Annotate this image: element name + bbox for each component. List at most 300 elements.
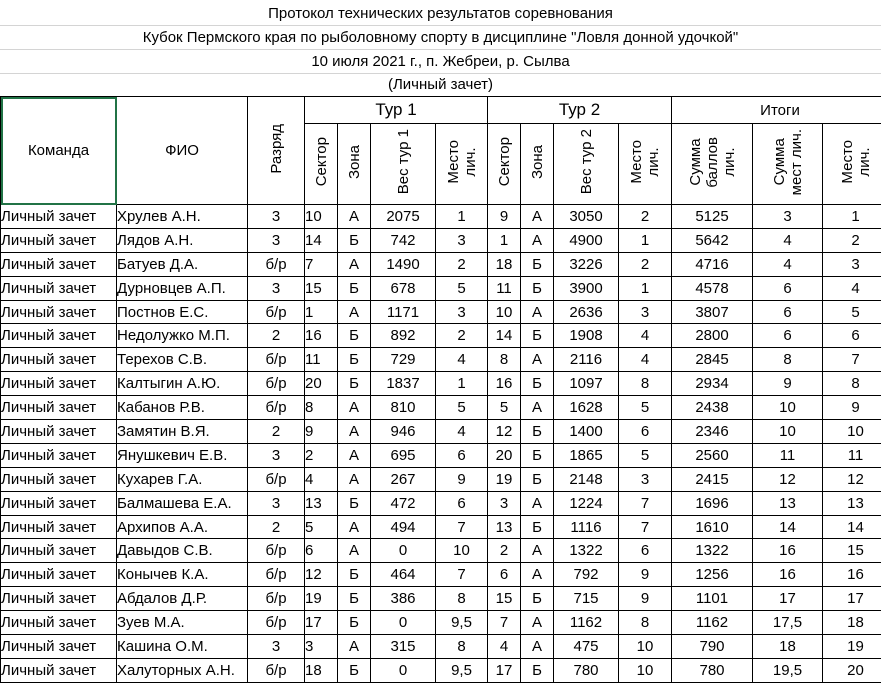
cell-team[interactable]: Личный зачет (1, 611, 117, 635)
header-zone-2[interactable]: Зона (521, 124, 554, 205)
cell-rank[interactable]: 3 (248, 205, 305, 229)
cell-sector-2[interactable]: 4 (488, 635, 521, 659)
cell-rank[interactable]: б/р (248, 372, 305, 396)
cell-team[interactable]: Личный зачет (1, 515, 117, 539)
cell-fio[interactable]: Конычев К.А. (117, 563, 248, 587)
cell-rank[interactable]: 3 (248, 443, 305, 467)
cell-sum-weight[interactable]: 3807 (672, 300, 753, 324)
header-weight-1[interactable]: Вес тур 1 (371, 124, 436, 205)
cell-sum-places[interactable]: 16 (753, 563, 823, 587)
cell-fio[interactable]: Хрулев А.Н. (117, 205, 248, 229)
cell-place-2[interactable]: 7 (619, 515, 672, 539)
cell-place-2[interactable]: 10 (619, 635, 672, 659)
cell-weight-1[interactable]: 810 (371, 396, 436, 420)
cell-final-place[interactable]: 2 (823, 228, 881, 252)
cell-weight-2[interactable]: 1865 (554, 443, 619, 467)
cell-sector-1[interactable]: 5 (305, 515, 338, 539)
cell-sum-weight[interactable]: 1696 (672, 491, 753, 515)
cell-zone-2[interactable]: А (521, 205, 554, 229)
cell-place-2[interactable]: 2 (619, 252, 672, 276)
cell-weight-2[interactable]: 1097 (554, 372, 619, 396)
cell-zone-1[interactable]: А (338, 396, 371, 420)
cell-weight-2[interactable]: 1322 (554, 539, 619, 563)
cell-team[interactable]: Личный зачет (1, 491, 117, 515)
cell-zone-1[interactable]: Б (338, 491, 371, 515)
cell-weight-2[interactable]: 475 (554, 635, 619, 659)
cell-sector-2[interactable]: 10 (488, 300, 521, 324)
cell-team[interactable]: Личный зачет (1, 300, 117, 324)
cell-final-place[interactable]: 5 (823, 300, 881, 324)
cell-sector-1[interactable]: 8 (305, 396, 338, 420)
cell-rank[interactable]: 2 (248, 324, 305, 348)
cell-final-place[interactable]: 20 (823, 658, 881, 682)
cell-sum-weight[interactable]: 2934 (672, 372, 753, 396)
cell-zone-2[interactable]: Б (521, 252, 554, 276)
cell-weight-2[interactable]: 3900 (554, 276, 619, 300)
cell-team[interactable]: Личный зачет (1, 396, 117, 420)
header-tour2[interactable]: Тур 2 (488, 97, 672, 124)
cell-fio[interactable]: Дурновцев А.П. (117, 276, 248, 300)
cell-sum-places[interactable]: 17 (753, 587, 823, 611)
cell-team[interactable]: Личный зачет (1, 276, 117, 300)
cell-sum-weight[interactable]: 2560 (672, 443, 753, 467)
cell-sum-weight[interactable]: 2346 (672, 420, 753, 444)
cell-place-1[interactable]: 1 (436, 372, 488, 396)
cell-weight-1[interactable]: 946 (371, 420, 436, 444)
cell-zone-2[interactable]: Б (521, 515, 554, 539)
header-place-1[interactable]: Место лич. (436, 124, 488, 205)
cell-sector-1[interactable]: 11 (305, 348, 338, 372)
cell-sector-1[interactable]: 3 (305, 635, 338, 659)
cell-weight-2[interactable]: 1224 (554, 491, 619, 515)
table-row (1, 635, 881, 659)
header-sum-weight[interactable]: Сумма баллов лич. (672, 124, 753, 205)
cell-sum-places[interactable]: 4 (753, 252, 823, 276)
cell-weight-2[interactable]: 780 (554, 658, 619, 682)
cell-zone-1[interactable]: А (338, 205, 371, 229)
cell-place-2[interactable]: 4 (619, 324, 672, 348)
cell-fio[interactable]: Кухарев Г.А. (117, 467, 248, 491)
cell-zone-1[interactable]: А (338, 252, 371, 276)
cell-final-place[interactable]: 12 (823, 467, 881, 491)
cell-place-1[interactable]: 5 (436, 276, 488, 300)
cell-place-1[interactable]: 6 (436, 443, 488, 467)
cell-fio[interactable]: Кашина О.М. (117, 635, 248, 659)
cell-place-1[interactable]: 9,5 (436, 658, 488, 682)
cell-sum-places[interactable]: 10 (753, 396, 823, 420)
cell-sum-weight[interactable]: 780 (672, 658, 753, 682)
cell-zone-1[interactable]: А (338, 420, 371, 444)
cell-team[interactable]: Личный зачет (1, 252, 117, 276)
cell-place-2[interactable]: 8 (619, 372, 672, 396)
cell-place-1[interactable]: 4 (436, 348, 488, 372)
cell-final-place[interactable]: 15 (823, 539, 881, 563)
cell-zone-1[interactable]: Б (338, 324, 371, 348)
cell-zone-1[interactable]: А (338, 515, 371, 539)
cell-final-place[interactable]: 10 (823, 420, 881, 444)
header-sector-2[interactable]: Сектор (488, 124, 521, 205)
cell-sector-2[interactable]: 13 (488, 515, 521, 539)
cell-zone-2[interactable]: А (521, 396, 554, 420)
cell-place-1[interactable]: 3 (436, 228, 488, 252)
cell-sum-weight[interactable]: 5642 (672, 228, 753, 252)
header-place-2[interactable]: Место лич. (619, 124, 672, 205)
cell-fio[interactable]: Постнов Е.С. (117, 300, 248, 324)
cell-weight-1[interactable]: 1490 (371, 252, 436, 276)
cell-final-place[interactable]: 6 (823, 324, 881, 348)
cell-rank[interactable]: б/р (248, 300, 305, 324)
cell-final-place[interactable]: 4 (823, 276, 881, 300)
cell-final-place[interactable]: 3 (823, 252, 881, 276)
cell-zone-1[interactable]: А (338, 539, 371, 563)
cell-final-place[interactable]: 13 (823, 491, 881, 515)
cell-sector-2[interactable]: 16 (488, 372, 521, 396)
cell-place-2[interactable]: 2 (619, 205, 672, 229)
cell-final-place[interactable]: 7 (823, 348, 881, 372)
cell-sum-places[interactable]: 14 (753, 515, 823, 539)
cell-sector-2[interactable]: 12 (488, 420, 521, 444)
cell-zone-2[interactable]: Б (521, 420, 554, 444)
cell-place-2[interactable]: 9 (619, 563, 672, 587)
cell-zone-1[interactable]: Б (338, 348, 371, 372)
cell-final-place[interactable]: 14 (823, 515, 881, 539)
cell-place-1[interactable]: 8 (436, 587, 488, 611)
cell-rank[interactable]: б/р (248, 467, 305, 491)
cell-sum-weight[interactable]: 2415 (672, 467, 753, 491)
cell-sum-places[interactable]: 6 (753, 324, 823, 348)
cell-sum-places[interactable]: 17,5 (753, 611, 823, 635)
cell-weight-1[interactable]: 0 (371, 539, 436, 563)
cell-place-2[interactable]: 5 (619, 443, 672, 467)
cell-team[interactable]: Личный зачет (1, 658, 117, 682)
cell-sum-places[interactable]: 4 (753, 228, 823, 252)
cell-fio[interactable]: Лядов А.Н. (117, 228, 248, 252)
cell-zone-2[interactable]: Б (521, 443, 554, 467)
cell-zone-2[interactable]: А (521, 635, 554, 659)
cell-rank[interactable]: б/р (248, 563, 305, 587)
cell-weight-1[interactable]: 2075 (371, 205, 436, 229)
cell-place-1[interactable]: 5 (436, 396, 488, 420)
cell-final-place[interactable]: 9 (823, 396, 881, 420)
cell-sector-1[interactable]: 17 (305, 611, 338, 635)
header-totals[interactable]: Итоги (672, 97, 881, 124)
table-row (1, 396, 881, 420)
cell-sector-2[interactable]: 17 (488, 658, 521, 682)
cell-sum-weight[interactable]: 4716 (672, 252, 753, 276)
cell-rank[interactable]: б/р (248, 396, 305, 420)
cell-sector-2[interactable]: 3 (488, 491, 521, 515)
cell-final-place[interactable]: 1 (823, 205, 881, 229)
cell-sector-2[interactable]: 6 (488, 563, 521, 587)
cell-place-2[interactable]: 1 (619, 276, 672, 300)
cell-weight-1[interactable]: 0 (371, 611, 436, 635)
cell-zone-2[interactable]: Б (521, 467, 554, 491)
cell-sector-1[interactable]: 20 (305, 372, 338, 396)
cell-place-1[interactable]: 6 (436, 491, 488, 515)
cell-weight-2[interactable]: 1908 (554, 324, 619, 348)
cell-rank[interactable]: 3 (248, 635, 305, 659)
cell-zone-1[interactable]: Б (338, 658, 371, 682)
cell-sum-weight[interactable]: 2800 (672, 324, 753, 348)
cell-sector-1[interactable]: 16 (305, 324, 338, 348)
header-rank[interactable]: Разряд (248, 97, 305, 205)
cell-final-place[interactable]: 17 (823, 587, 881, 611)
cell-weight-1[interactable]: 729 (371, 348, 436, 372)
cell-zone-2[interactable]: Б (521, 587, 554, 611)
cell-final-place[interactable]: 11 (823, 443, 881, 467)
cell-sector-2[interactable]: 2 (488, 539, 521, 563)
cell-place-1[interactable]: 10 (436, 539, 488, 563)
cell-weight-1[interactable]: 0 (371, 658, 436, 682)
cell-zone-1[interactable]: Б (338, 587, 371, 611)
cell-weight-2[interactable]: 1162 (554, 611, 619, 635)
cell-zone-2[interactable]: А (521, 228, 554, 252)
cell-place-1[interactable]: 2 (436, 252, 488, 276)
cell-final-place[interactable]: 19 (823, 635, 881, 659)
cell-team[interactable]: Личный зачет (1, 443, 117, 467)
cell-final-place[interactable]: 18 (823, 611, 881, 635)
header-tour1[interactable]: Тур 1 (305, 97, 488, 124)
cell-zone-1[interactable]: А (338, 467, 371, 491)
cell-weight-1[interactable]: 267 (371, 467, 436, 491)
header-final-place[interactable]: Место лич. (823, 124, 881, 205)
cell-sum-places[interactable]: 12 (753, 467, 823, 491)
cell-fio[interactable]: Давыдов С.В. (117, 539, 248, 563)
cell-place-1[interactable]: 8 (436, 635, 488, 659)
cell-sector-1[interactable]: 12 (305, 563, 338, 587)
cell-place-1[interactable]: 2 (436, 324, 488, 348)
cell-place-2[interactable]: 4 (619, 348, 672, 372)
cell-weight-1[interactable]: 695 (371, 443, 436, 467)
cell-place-1[interactable]: 9,5 (436, 611, 488, 635)
cell-fio[interactable]: Халуторных А.Н. (117, 658, 248, 682)
cell-rank[interactable]: 2 (248, 420, 305, 444)
cell-fio[interactable]: Батуев Д.А. (117, 252, 248, 276)
cell-weight-2[interactable]: 1116 (554, 515, 619, 539)
cell-rank[interactable]: б/р (248, 348, 305, 372)
cell-place-2[interactable]: 3 (619, 467, 672, 491)
cell-weight-2[interactable]: 2116 (554, 348, 619, 372)
cell-zone-1[interactable]: Б (338, 611, 371, 635)
cell-sector-2[interactable]: 1 (488, 228, 521, 252)
cell-final-place[interactable]: 8 (823, 372, 881, 396)
cell-sum-places[interactable]: 3 (753, 205, 823, 229)
cell-team[interactable]: Личный зачет (1, 467, 117, 491)
cell-fio[interactable]: Абдалов Д.Р. (117, 587, 248, 611)
cell-weight-2[interactable]: 2148 (554, 467, 619, 491)
cell-sector-1[interactable]: 10 (305, 205, 338, 229)
cell-sum-weight[interactable]: 1322 (672, 539, 753, 563)
cell-sum-places[interactable]: 18 (753, 635, 823, 659)
cell-sector-1[interactable]: 7 (305, 252, 338, 276)
table-row (1, 611, 881, 635)
cell-sector-1[interactable]: 18 (305, 658, 338, 682)
cell-weight-1[interactable]: 472 (371, 491, 436, 515)
cell-zone-2[interactable]: А (521, 539, 554, 563)
cell-sum-weight[interactable]: 790 (672, 635, 753, 659)
cell-sector-2[interactable]: 18 (488, 252, 521, 276)
cell-sector-2[interactable]: 7 (488, 611, 521, 635)
cell-zone-1[interactable]: А (338, 635, 371, 659)
cell-team[interactable]: Личный зачет (1, 372, 117, 396)
cell-zone-1[interactable]: Б (338, 228, 371, 252)
cell-place-2[interactable]: 8 (619, 611, 672, 635)
cell-zone-1[interactable]: Б (338, 372, 371, 396)
cell-sum-weight[interactable]: 1101 (672, 587, 753, 611)
cell-weight-2[interactable]: 715 (554, 587, 619, 611)
cell-zone-2[interactable]: А (521, 611, 554, 635)
cell-place-2[interactable]: 6 (619, 539, 672, 563)
cell-sector-2[interactable]: 9 (488, 205, 521, 229)
cell-sector-2[interactable]: 20 (488, 443, 521, 467)
cell-team[interactable]: Личный зачет (1, 539, 117, 563)
cell-sector-1[interactable]: 19 (305, 587, 338, 611)
header-weight-2[interactable]: Вес тур 2 (554, 124, 619, 205)
cell-sector-1[interactable]: 9 (305, 420, 338, 444)
cell-weight-1[interactable]: 892 (371, 324, 436, 348)
cell-place-2[interactable]: 7 (619, 491, 672, 515)
cell-sum-places[interactable]: 13 (753, 491, 823, 515)
cell-sector-2[interactable]: 19 (488, 467, 521, 491)
cell-sum-weight[interactable]: 1610 (672, 515, 753, 539)
cell-sector-2[interactable]: 14 (488, 324, 521, 348)
cell-sector-1[interactable]: 6 (305, 539, 338, 563)
cell-weight-2[interactable]: 2636 (554, 300, 619, 324)
cell-weight-1[interactable]: 678 (371, 276, 436, 300)
cell-zone-2[interactable]: А (521, 491, 554, 515)
cell-rank[interactable]: б/р (248, 539, 305, 563)
cell-fio[interactable]: Недолужко М.П. (117, 324, 248, 348)
cell-place-2[interactable]: 1 (619, 228, 672, 252)
header-sum-places[interactable]: Сумма мест лич. (753, 124, 823, 205)
cell-sum-places[interactable]: 11 (753, 443, 823, 467)
cell-zone-1[interactable]: А (338, 443, 371, 467)
cell-sector-1[interactable]: 15 (305, 276, 338, 300)
cell-sum-places[interactable]: 16 (753, 539, 823, 563)
cell-place-1[interactable]: 3 (436, 300, 488, 324)
cell-place-2[interactable]: 3 (619, 300, 672, 324)
cell-weight-2[interactable]: 4900 (554, 228, 619, 252)
header-team[interactable]: Команда (1, 97, 117, 205)
cell-weight-1[interactable]: 315 (371, 635, 436, 659)
cell-place-2[interactable]: 9 (619, 587, 672, 611)
cell-rank[interactable]: б/р (248, 611, 305, 635)
cell-rank[interactable]: б/р (248, 252, 305, 276)
cell-zone-2[interactable]: Б (521, 658, 554, 682)
cell-sum-places[interactable]: 6 (753, 300, 823, 324)
cell-place-2[interactable]: 10 (619, 658, 672, 682)
cell-final-place[interactable]: 16 (823, 563, 881, 587)
cell-place-1[interactable]: 9 (436, 467, 488, 491)
cell-place-1[interactable]: 7 (436, 563, 488, 587)
cell-weight-2[interactable]: 1400 (554, 420, 619, 444)
cell-weight-1[interactable]: 494 (371, 515, 436, 539)
cell-rank[interactable]: 3 (248, 491, 305, 515)
cell-team[interactable]: Личный зачет (1, 205, 117, 229)
cell-weight-1[interactable]: 1171 (371, 300, 436, 324)
cell-sum-places[interactable]: 8 (753, 348, 823, 372)
cell-sum-weight[interactable]: 2845 (672, 348, 753, 372)
cell-team[interactable]: Личный зачет (1, 563, 117, 587)
cell-team[interactable]: Личный зачет (1, 587, 117, 611)
cell-fio[interactable]: Балмашева Е.А. (117, 491, 248, 515)
cell-sector-1[interactable]: 4 (305, 467, 338, 491)
cell-place-2[interactable]: 6 (619, 420, 672, 444)
cell-weight-1[interactable]: 464 (371, 563, 436, 587)
header-zone-1[interactable]: Зона (338, 124, 371, 205)
cell-sum-places[interactable]: 9 (753, 372, 823, 396)
header-sector-1[interactable]: Сектор (305, 124, 338, 205)
cell-place-1[interactable]: 1 (436, 205, 488, 229)
cell-team[interactable]: Личный зачет (1, 324, 117, 348)
cell-rank[interactable]: 2 (248, 515, 305, 539)
cell-weight-2[interactable]: 3050 (554, 205, 619, 229)
cell-fio[interactable]: Замятин В.Я. (117, 420, 248, 444)
cell-zone-2[interactable]: А (521, 300, 554, 324)
cell-team[interactable]: Личный зачет (1, 228, 117, 252)
cell-weight-2[interactable]: 3226 (554, 252, 619, 276)
cell-fio[interactable]: Архипов А.А. (117, 515, 248, 539)
cell-fio[interactable]: Калтыгин А.Ю. (117, 372, 248, 396)
cell-place-1[interactable]: 4 (436, 420, 488, 444)
cell-weight-2[interactable]: 792 (554, 563, 619, 587)
cell-sum-places[interactable]: 6 (753, 276, 823, 300)
cell-fio[interactable]: Кабанов Р.В. (117, 396, 248, 420)
cell-zone-1[interactable]: Б (338, 563, 371, 587)
cell-place-1[interactable]: 7 (436, 515, 488, 539)
cell-sum-weight[interactable]: 1256 (672, 563, 753, 587)
cell-team[interactable]: Личный зачет (1, 420, 117, 444)
cell-sector-2[interactable]: 8 (488, 348, 521, 372)
cell-rank[interactable]: б/р (248, 587, 305, 611)
cell-zone-2[interactable]: А (521, 563, 554, 587)
cell-place-2[interactable]: 5 (619, 396, 672, 420)
cell-zone-1[interactable]: А (338, 300, 371, 324)
cell-weight-1[interactable]: 386 (371, 587, 436, 611)
cell-sector-1[interactable]: 1 (305, 300, 338, 324)
cell-sum-weight[interactable]: 1162 (672, 611, 753, 635)
header-fio[interactable]: ФИО (117, 97, 248, 205)
cell-rank[interactable]: 3 (248, 276, 305, 300)
cell-sum-weight[interactable]: 5125 (672, 205, 753, 229)
cell-weight-2[interactable]: 1628 (554, 396, 619, 420)
cell-sector-2[interactable]: 15 (488, 587, 521, 611)
cell-team[interactable]: Личный зачет (1, 635, 117, 659)
cell-sum-weight[interactable]: 4578 (672, 276, 753, 300)
cell-sum-places[interactable]: 19,5 (753, 658, 823, 682)
cell-fio[interactable]: Зуев М.А. (117, 611, 248, 635)
cell-weight-1[interactable]: 742 (371, 228, 436, 252)
cell-sum-places[interactable]: 10 (753, 420, 823, 444)
cell-weight-1[interactable]: 1837 (371, 372, 436, 396)
cell-rank[interactable]: б/р (248, 658, 305, 682)
cell-sector-2[interactable]: 5 (488, 396, 521, 420)
cell-zone-2[interactable]: А (521, 348, 554, 372)
cell-sector-1[interactable]: 14 (305, 228, 338, 252)
cell-zone-2[interactable]: Б (521, 372, 554, 396)
cell-sector-2[interactable]: 11 (488, 276, 521, 300)
cell-zone-2[interactable]: Б (521, 276, 554, 300)
cell-sum-weight[interactable]: 2438 (672, 396, 753, 420)
cell-zone-1[interactable]: Б (338, 276, 371, 300)
cell-sector-1[interactable]: 13 (305, 491, 338, 515)
cell-rank[interactable]: 3 (248, 228, 305, 252)
cell-team[interactable]: Личный зачет (1, 348, 117, 372)
cell-sector-1[interactable]: 2 (305, 443, 338, 467)
cell-fio[interactable]: Терехов С.В. (117, 348, 248, 372)
cell-fio[interactable]: Янушкевич Е.В. (117, 443, 248, 467)
cell-zone-2[interactable]: Б (521, 324, 554, 348)
